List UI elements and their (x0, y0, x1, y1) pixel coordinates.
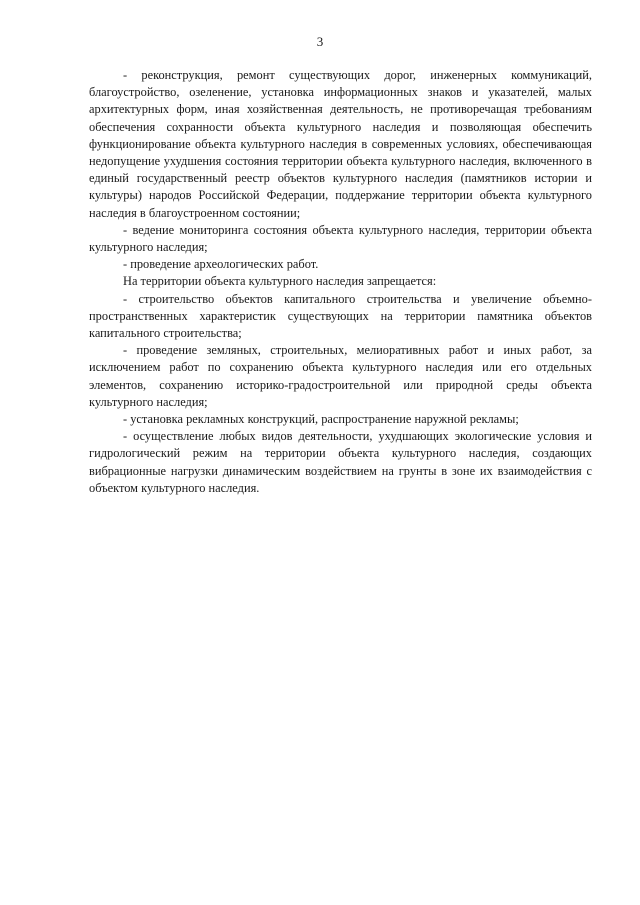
paragraph-monitoring: - ведение мониторинга состояния объекта культурного наследия, территории объекта культурного наследия; (89, 222, 592, 255)
document-body (89, 67, 592, 497)
paragraph-reconstruction: - реконструкция, ремонт существующих дорог, инженерных коммуникаций, благоустройство, озеленение, установка информационных знаков и указателей, малых архитектурных форм, иная хозяйственная деятельность, не противоречащая требованиям обеспечения сохранности объекта культурного наследия и позволяющая обеспечить функционирование объекта культурного наследия в современных условиях, обеспечивающая недопущение ухудшения состояния территории объекта культурного наследия, включенного в единый государственный реестр объектов культурного наследия (памятников истории и культуры) народов Российской Федерации, поддержание территории объекта культурного наследия в благоустроенном состоянии; (89, 68, 592, 220)
paragraph-advertising: - установка рекламных конструкций, распространение наружной рекламы; (123, 412, 519, 427)
paragraph-capital-construction: - строительство объектов капитального строительства и увеличение объемно-пространственных характеристик существующих на территории памятника объектов капитального строительства; (89, 291, 592, 341)
paragraph-prohibitions-heading: На территории объекта культурного наследия запрещается: (123, 274, 437, 289)
paragraph-earthworks: - проведение земляных, строительных, мелиоративных работ и иных работ, за исключением работ по сохранению объекта культурного наследия или его отдельных элементов, сохранению историко-градостроительной или природной среды объекта культурного наследия; (89, 343, 592, 409)
paragraph-harmful-activities: - осуществление любых видов деятельности, ухудшающих экологические условия и гидрологический режим на территории объекта культурного наследия, создающих вибрационные нагрузки динамическим воздействием на грунты в зоне их взаимодействия с объектом культурного наследия. (89, 429, 592, 495)
page-number: 3 (316, 34, 324, 49)
paragraph-archaeology: - проведение археологических работ. (123, 257, 319, 272)
